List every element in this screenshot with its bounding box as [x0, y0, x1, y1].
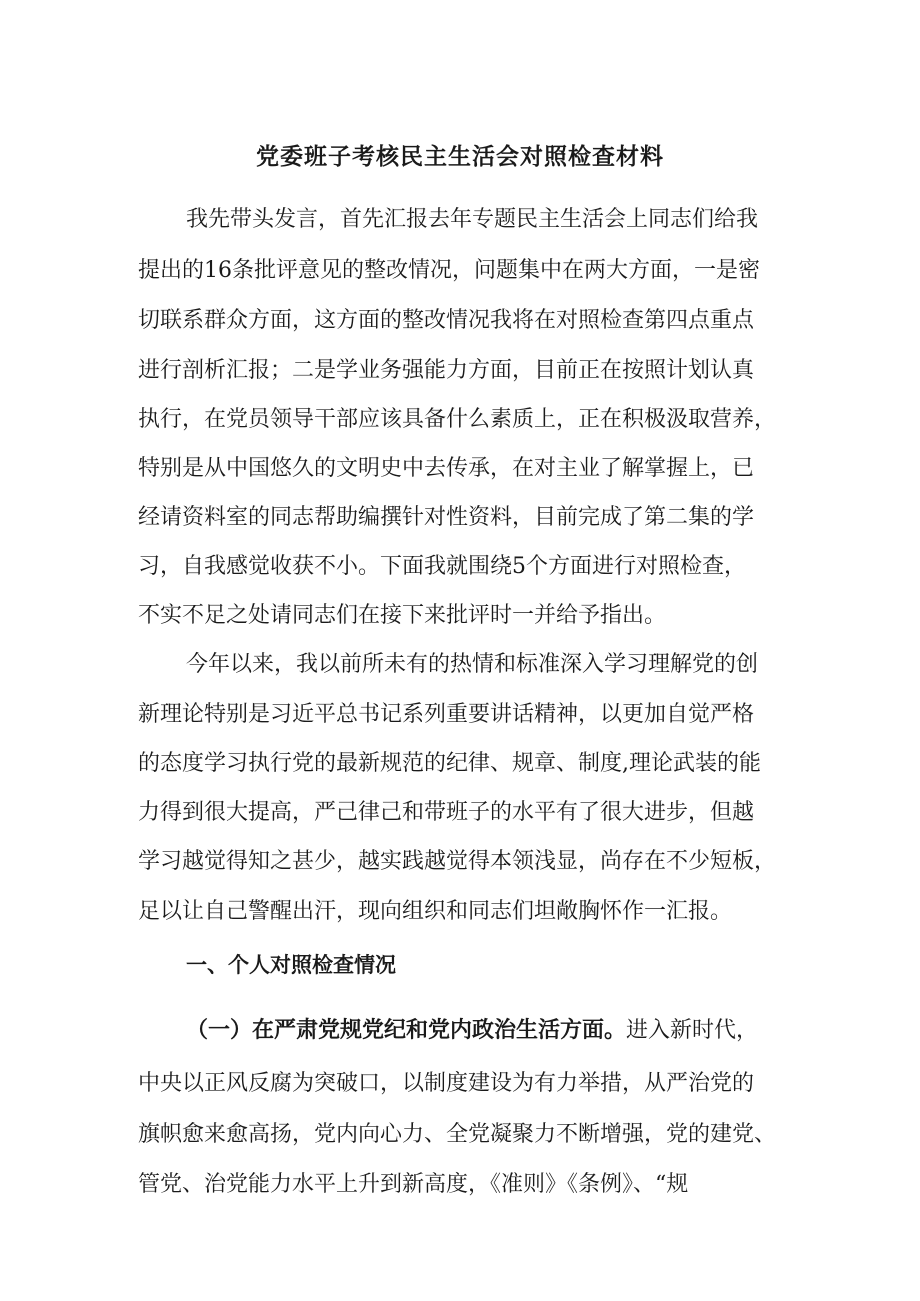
paragraph-1-line: 提出的16条批评意见的整改情况，问题集中在两大方面，一是密	[138, 258, 760, 283]
paragraph-1-line: 执行，在党员领导干部应该具备什么素质上，正在积极汲取营养，	[138, 407, 777, 432]
paragraph-1-line: 习，自我感觉收获不小。下面我就围绕5个方面进行对照检查，	[138, 554, 746, 579]
subsection-1-line: 旗帜愈来愈高扬，党内向心力、全党凝聚力不断增强，党的建党、	[138, 1122, 777, 1147]
paragraph-1-line: 进行剖析汇报；二是学业务强能力方面，目前正在按照计划认真	[138, 358, 755, 383]
paragraph-1-line: 经请资料室的同志帮助编撰针对性资料，目前完成了第二集的学	[138, 505, 755, 530]
subsection-1-first-line	[186, 1016, 758, 1046]
paragraph-2-line: 今年以来，我以前所未有的热情和标准深入学习理解党的创	[186, 652, 759, 677]
section-heading: 一、个人对照检查情况	[186, 953, 396, 977]
paragraph-1-line: 特别是从中国悠久的文明史中去传承，在对主业了解掌握上，已	[138, 456, 755, 481]
paragraph-2-line: 新理论特别是习近平总书记系列重要讲话精神，以更加自觉严格	[138, 702, 755, 727]
subsection-1-line: 管党、治党能力水平上升到新高度，《准则》《条例》、“规	[138, 1172, 689, 1197]
paragraph-1-line: 我先带头发言，首先汇报去年专题民主生活会上同志们给我	[186, 207, 759, 232]
document-title: 党委班子考核民主生活会对照检查材料	[256, 144, 664, 170]
paragraph-2-line: 足以让自己警醒出汗，现向组织和同志们坦敞胸怀作一汇报。	[138, 899, 733, 924]
subsection-1-bold-lead: （一）在严肃党规党纪和党内政治生活方面。	[186, 1018, 627, 1043]
subsection-1-first-line-rest: 进入新时代，	[626, 1018, 759, 1043]
subsection-1-line: 中央以正风反腐为突破口，以制度建设为有力举措，从严治党的	[138, 1071, 755, 1096]
paragraph-2-line: 学习越觉得知之甚少，越实践越觉得本领浅显，尚存在不少短板，	[138, 849, 777, 874]
paragraph-2-line: 力得到很大提高，严己律己和带班子的水平有了很大进步，但越	[138, 800, 755, 825]
paragraph-1-line: 切联系群众方面，这方面的整改情况我将在对照检查第四点重点	[138, 308, 755, 333]
paragraph-2-line: 的态度学习执行党的最新规范的纪律、规章、制度,理论武装的能	[138, 751, 761, 776]
paragraph-1-line: 不实不足之处请同志们在接下来批评时一并给予指出。	[138, 603, 667, 628]
